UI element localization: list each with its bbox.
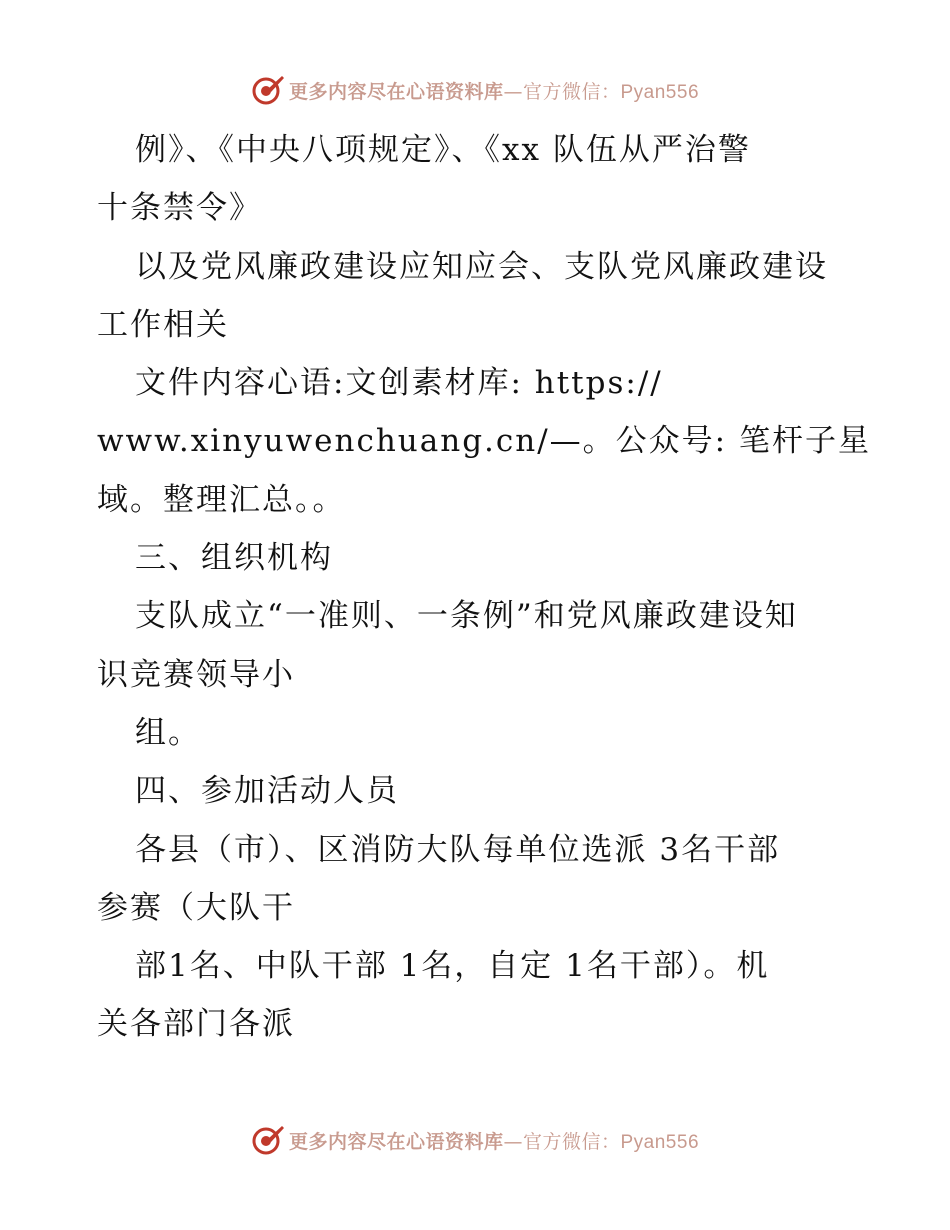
footer-banner [0, 1120, 950, 1160]
body-line: 部1名、中队干部 1名，自定 1名干部）。机 [135, 948, 770, 985]
body-line: 组。 [135, 714, 201, 751]
document-body [97, 121, 871, 1054]
body-line: 十条禁令》 [97, 190, 262, 227]
body-line: 识竞赛领导小 [97, 656, 295, 693]
body-line: 例》、《中央八项规定》、《xx 队伍从严治警 [135, 132, 751, 168]
body-line: 域。整理汇总。。 [97, 481, 346, 518]
body-line: 支队成立“一准则、一条例”和党风廉政建设知 [135, 598, 798, 635]
pen-logo-icon [251, 73, 285, 107]
header-banner-text [289, 77, 699, 104]
body-line: 各县（市）、区消防大队每单位选派 3名干部 [135, 831, 781, 868]
body-line: www.xinyuwenchuang.cn/—。公众号: 笔杆子星 [97, 423, 871, 460]
header-banner-separator: — [503, 80, 523, 103]
footer-wechat-label: 官方微信： [522, 1130, 621, 1153]
body-line: 工作相关 [97, 306, 229, 343]
footer-banner-title: 更多内容尽在心语资料库 [288, 1130, 504, 1153]
body-line: 文件内容心语:文创素材库: https:// [135, 365, 663, 402]
footer-banner-separator: — [503, 1130, 523, 1153]
section-heading-organization: 三、组织机构 [135, 540, 333, 577]
header-banner-title: 更多内容尽在心语资料库 [288, 80, 504, 103]
footer-banner-text [289, 1127, 699, 1154]
body-line: 参赛（大队干 [97, 889, 295, 926]
footer-wechat-id: Pyan556 [620, 1131, 700, 1153]
section-heading-participants: 四、参加活动人员 [135, 773, 399, 810]
header-wechat-id: Pyan556 [620, 81, 700, 103]
body-line: 关各部门各派 [97, 1006, 295, 1043]
header-banner [0, 70, 950, 110]
body-line: 以及党风廉政建设应知应会、支队党风廉政建设 [135, 248, 828, 285]
header-wechat-label: 官方微信： [522, 80, 621, 103]
pen-logo-icon [251, 1123, 285, 1157]
